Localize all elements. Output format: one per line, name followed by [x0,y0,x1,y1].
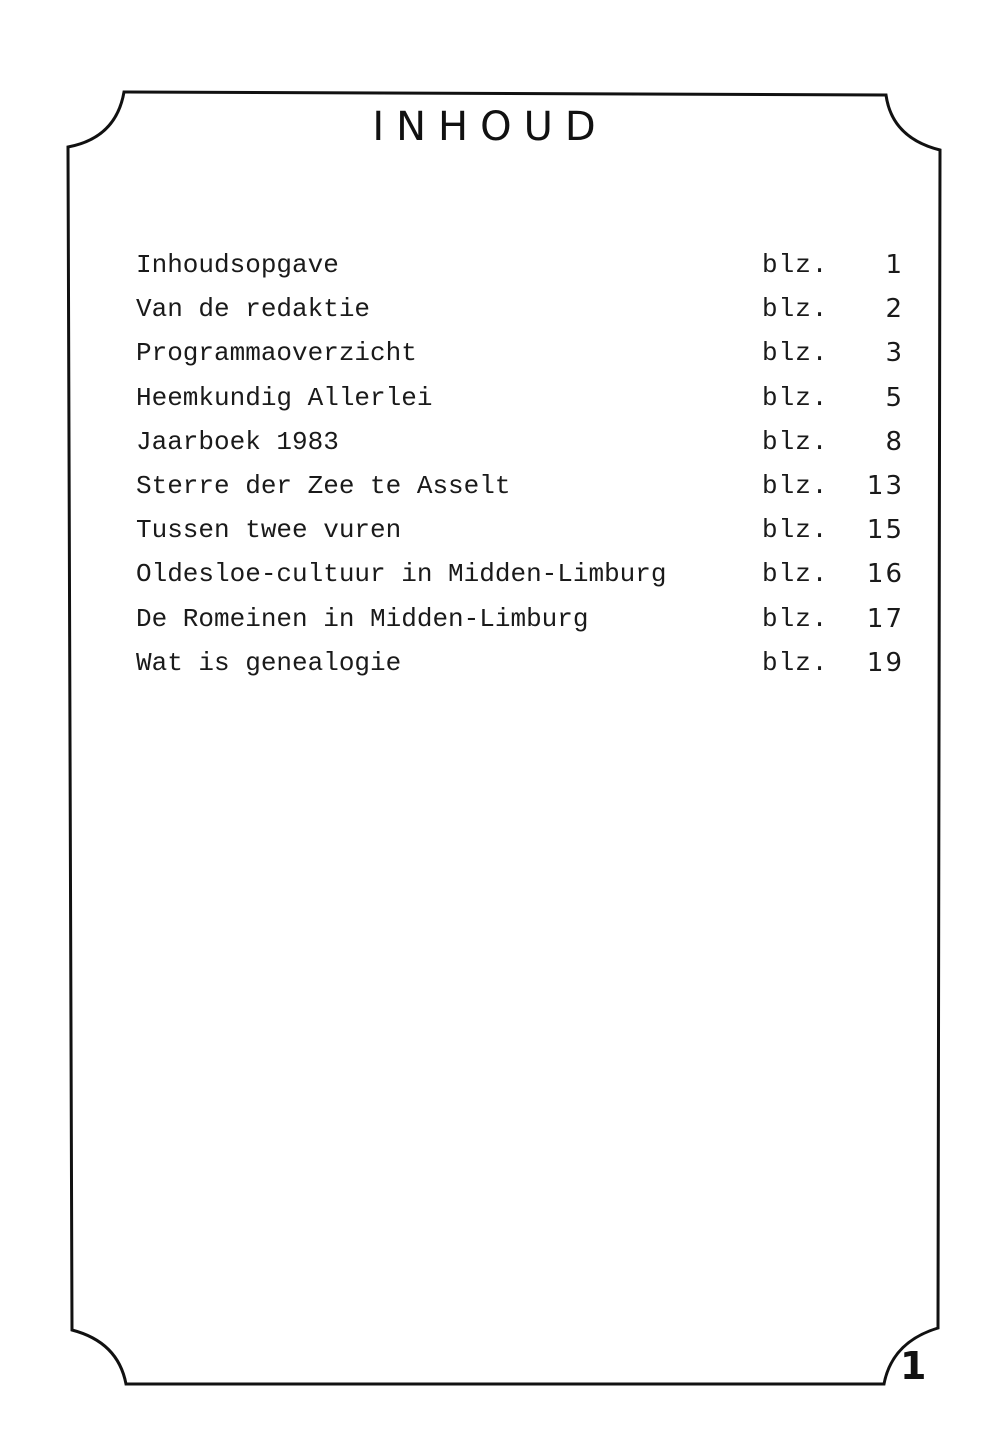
page-title: INHOUD [372,104,608,150]
toc-entry-blz-label: blz. [762,382,829,413]
toc-entry-blz-label: blz. [762,294,829,325]
toc-entry [136,648,916,692]
toc-entry-title: Oldesloe-cultuur in Midden-Limburg [136,559,667,590]
toc-entry-page-number: 15 [866,515,904,546]
toc-entry-blz-label: blz. [762,426,829,457]
toc-entry-title: Inhoudsopgave [136,250,339,280]
toc-entry-blz-label: blz. [762,647,829,678]
toc-entry-page-number: 8 [885,426,904,457]
page-number: 1 [900,1344,927,1388]
toc-entry-page-number: 3 [885,338,904,369]
toc-entry-blz-label: blz. [762,559,829,590]
toc-entry [136,338,916,382]
toc-entry [136,604,916,648]
toc-entry-page-number: 2 [885,294,904,325]
toc-entry-title: Jaarboek 1983 [136,426,339,457]
toc-entry-page-number: 19 [866,647,904,678]
toc-entry [136,383,916,427]
toc-entry-page-number: 17 [866,603,904,634]
toc-entry [136,471,916,515]
toc-entry-blz-label: blz. [762,250,829,280]
toc-entry [136,294,916,338]
toc-entry [136,427,916,471]
toc-entry-page-number: 13 [866,470,904,501]
toc-entry-title: Sterre der Zee te Asselt [136,470,511,501]
toc-entry-page-number: 1 [885,250,904,280]
toc-entry-page-number: 5 [885,382,904,413]
toc-entry [136,515,916,559]
toc-entry-title: De Romeinen in Midden-Limburg [136,603,589,634]
toc-entry-title: Wat is genealogie [136,647,402,678]
toc-entry-title: Tussen twee vuren [136,515,402,546]
toc-entry-title: Programmaoverzicht [136,338,417,369]
toc-entry-title: Heemkundig Allerlei [136,382,433,413]
toc-entry-page-number: 16 [866,559,904,590]
table-of-contents [136,250,916,692]
toc-entry-blz-label: blz. [762,515,829,546]
toc-entry [136,559,916,603]
toc-entry-blz-label: blz. [762,338,829,369]
toc-entry-blz-label: blz. [762,603,829,634]
toc-entry [136,250,916,294]
toc-entry-title: Van de redaktie [136,294,371,325]
toc-entry-blz-label: blz. [762,470,829,501]
